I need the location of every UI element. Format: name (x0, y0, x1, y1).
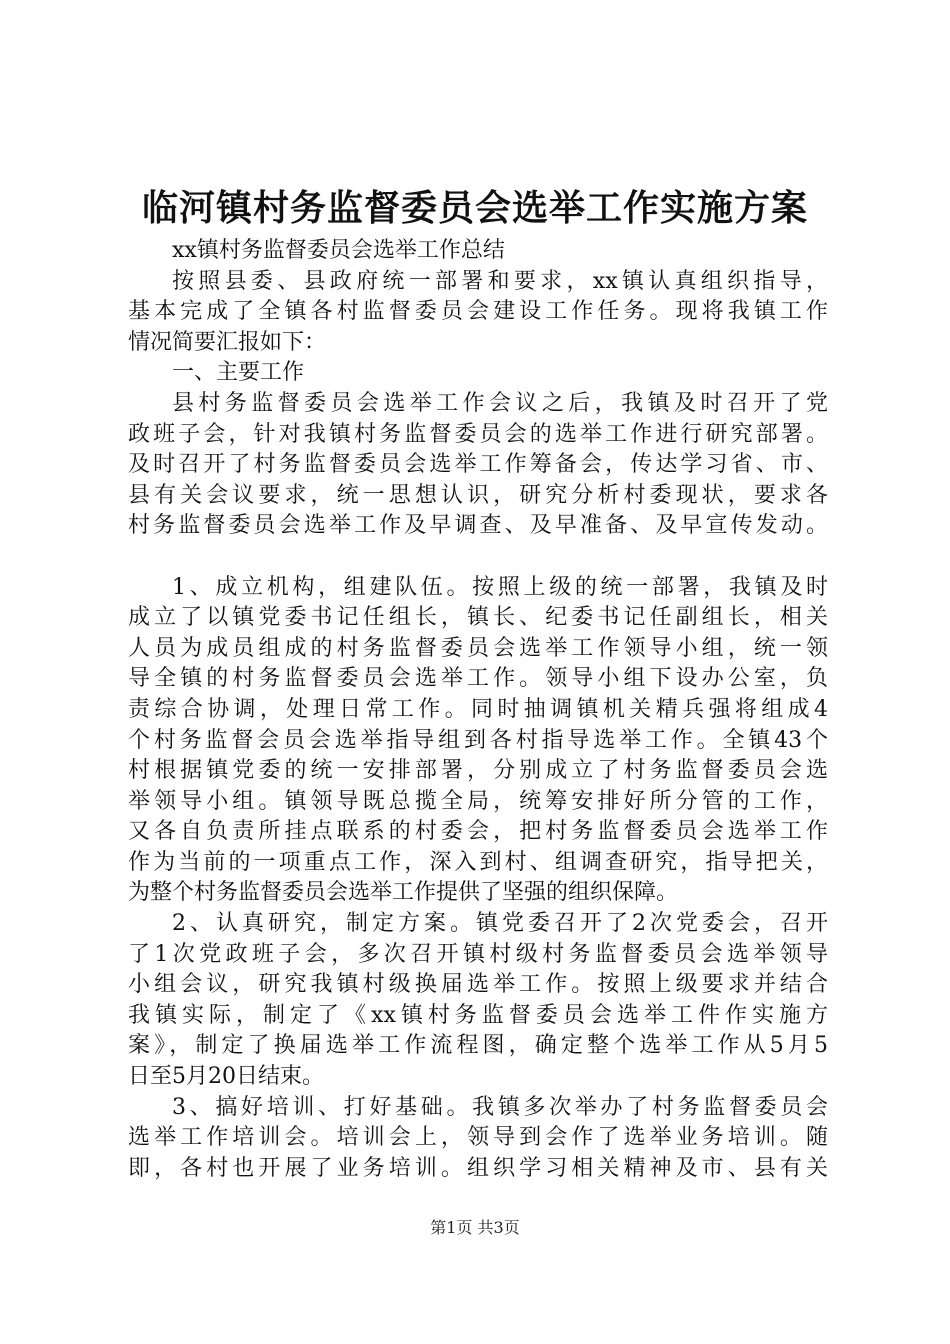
item-2-line: 我镇实际，制定了《xx镇村务监督委员会选举工件作实施方 (128, 1002, 828, 1028)
item-2-line: 案》，制定了换届选举工作流程图，确定整个选举工作从5月5 (128, 1033, 828, 1059)
section-line: 县有关会议要求，统一思想认识，研究分析村委现状，要求各 (128, 482, 828, 508)
item-1-line: 责综合协调，处理日常工作。同时抽调镇机关精兵强将组成4 (128, 696, 828, 722)
item-1-line: 导全镇的村务监督委员会选举工作。领导小组下设办公室，负 (128, 666, 828, 692)
section-line: 县村务监督委员会选举工作会议之后，我镇及时召开了党 (172, 390, 828, 416)
section-heading: 一、主要工作 (172, 360, 305, 386)
item-2-line: 小组会议，研究我镇村级换届选举工作。按照上级要求并结合 (128, 972, 828, 998)
item-3-line: 选举工作培训会。培训会上，领导到会作了选举业务培训。随 (128, 1125, 828, 1151)
item-3-line: 3、搞好培训、打好基础。我镇多次举办了村务监督委员会 (172, 1094, 828, 1120)
paragraph-gap (128, 542, 828, 573)
item-1-line: 又各自负责所挂点联系的村委会，把村务监督委员会选举工作 (128, 819, 828, 845)
item-1-line: 个村务监督会员会选举指导组到各村指导选举工作。全镇43个 (128, 727, 828, 753)
intro-line: 基本完成了全镇各村监督委员会建设工作任务。现将我镇工作 (128, 299, 828, 325)
item-1-line: 人员为成员组成的村务监督委员会选举工作领导小组，统一领 (128, 635, 828, 661)
document-body (128, 236, 828, 1184)
item-1-line: 为整个村务监督委员会选举工作提供了坚强的组织保障。 (128, 880, 679, 906)
document-title: 临河镇村务监督委员会选举工作实施方案 (141, 187, 808, 229)
intro-line: 情况简要汇报如下： (128, 329, 327, 355)
item-1-line: 村根据镇党委的统一安排部署，分别成立了村务监督委员会选 (128, 758, 828, 784)
page-number: 第1页 共3页 (430, 1218, 520, 1237)
summary-heading: xx镇村务监督委员会选举工作总结 (172, 238, 505, 263)
item-1-line: 作为当前的一项重点工作，深入到村、组调查研究，指导把关， (128, 849, 828, 875)
item-2-line: 2、认真研究，制定方案。镇党委召开了2次党委会，召开 (172, 911, 828, 937)
intro-line: 按照县委、县政府统一部署和要求，xx镇认真组织指导， (172, 268, 828, 294)
section-line: 政班子会，针对我镇村务监督委员会的选举工作进行研究部署。 (128, 421, 828, 447)
item-1-line: 举领导小组。镇领导既总揽全局，统筹安排好所分管的工作， (128, 788, 828, 814)
item-2-line: 日至5月20日结束。 (128, 1064, 324, 1090)
item-2-line: 了1次党政班子会，多次召开镇村级村务监督委员会选举领导 (128, 941, 828, 967)
item-1-line: 1、成立机构，组建队伍。按照上级的统一部署，我镇及时 (172, 574, 828, 600)
item-3-line: 即，各村也开展了业务培训。组织学习相关精神及市、县有关 (128, 1155, 828, 1181)
section-line: 及时召开了村务监督委员会选举工作筹备会，传达学习省、市、 (128, 452, 828, 478)
item-1-line: 成立了以镇党委书记任组长，镇长、纪委书记任副组长，相关 (128, 605, 828, 631)
section-line: 村务监督委员会选举工作及早调查、及早准备、及早宣传发动。 (128, 513, 828, 539)
